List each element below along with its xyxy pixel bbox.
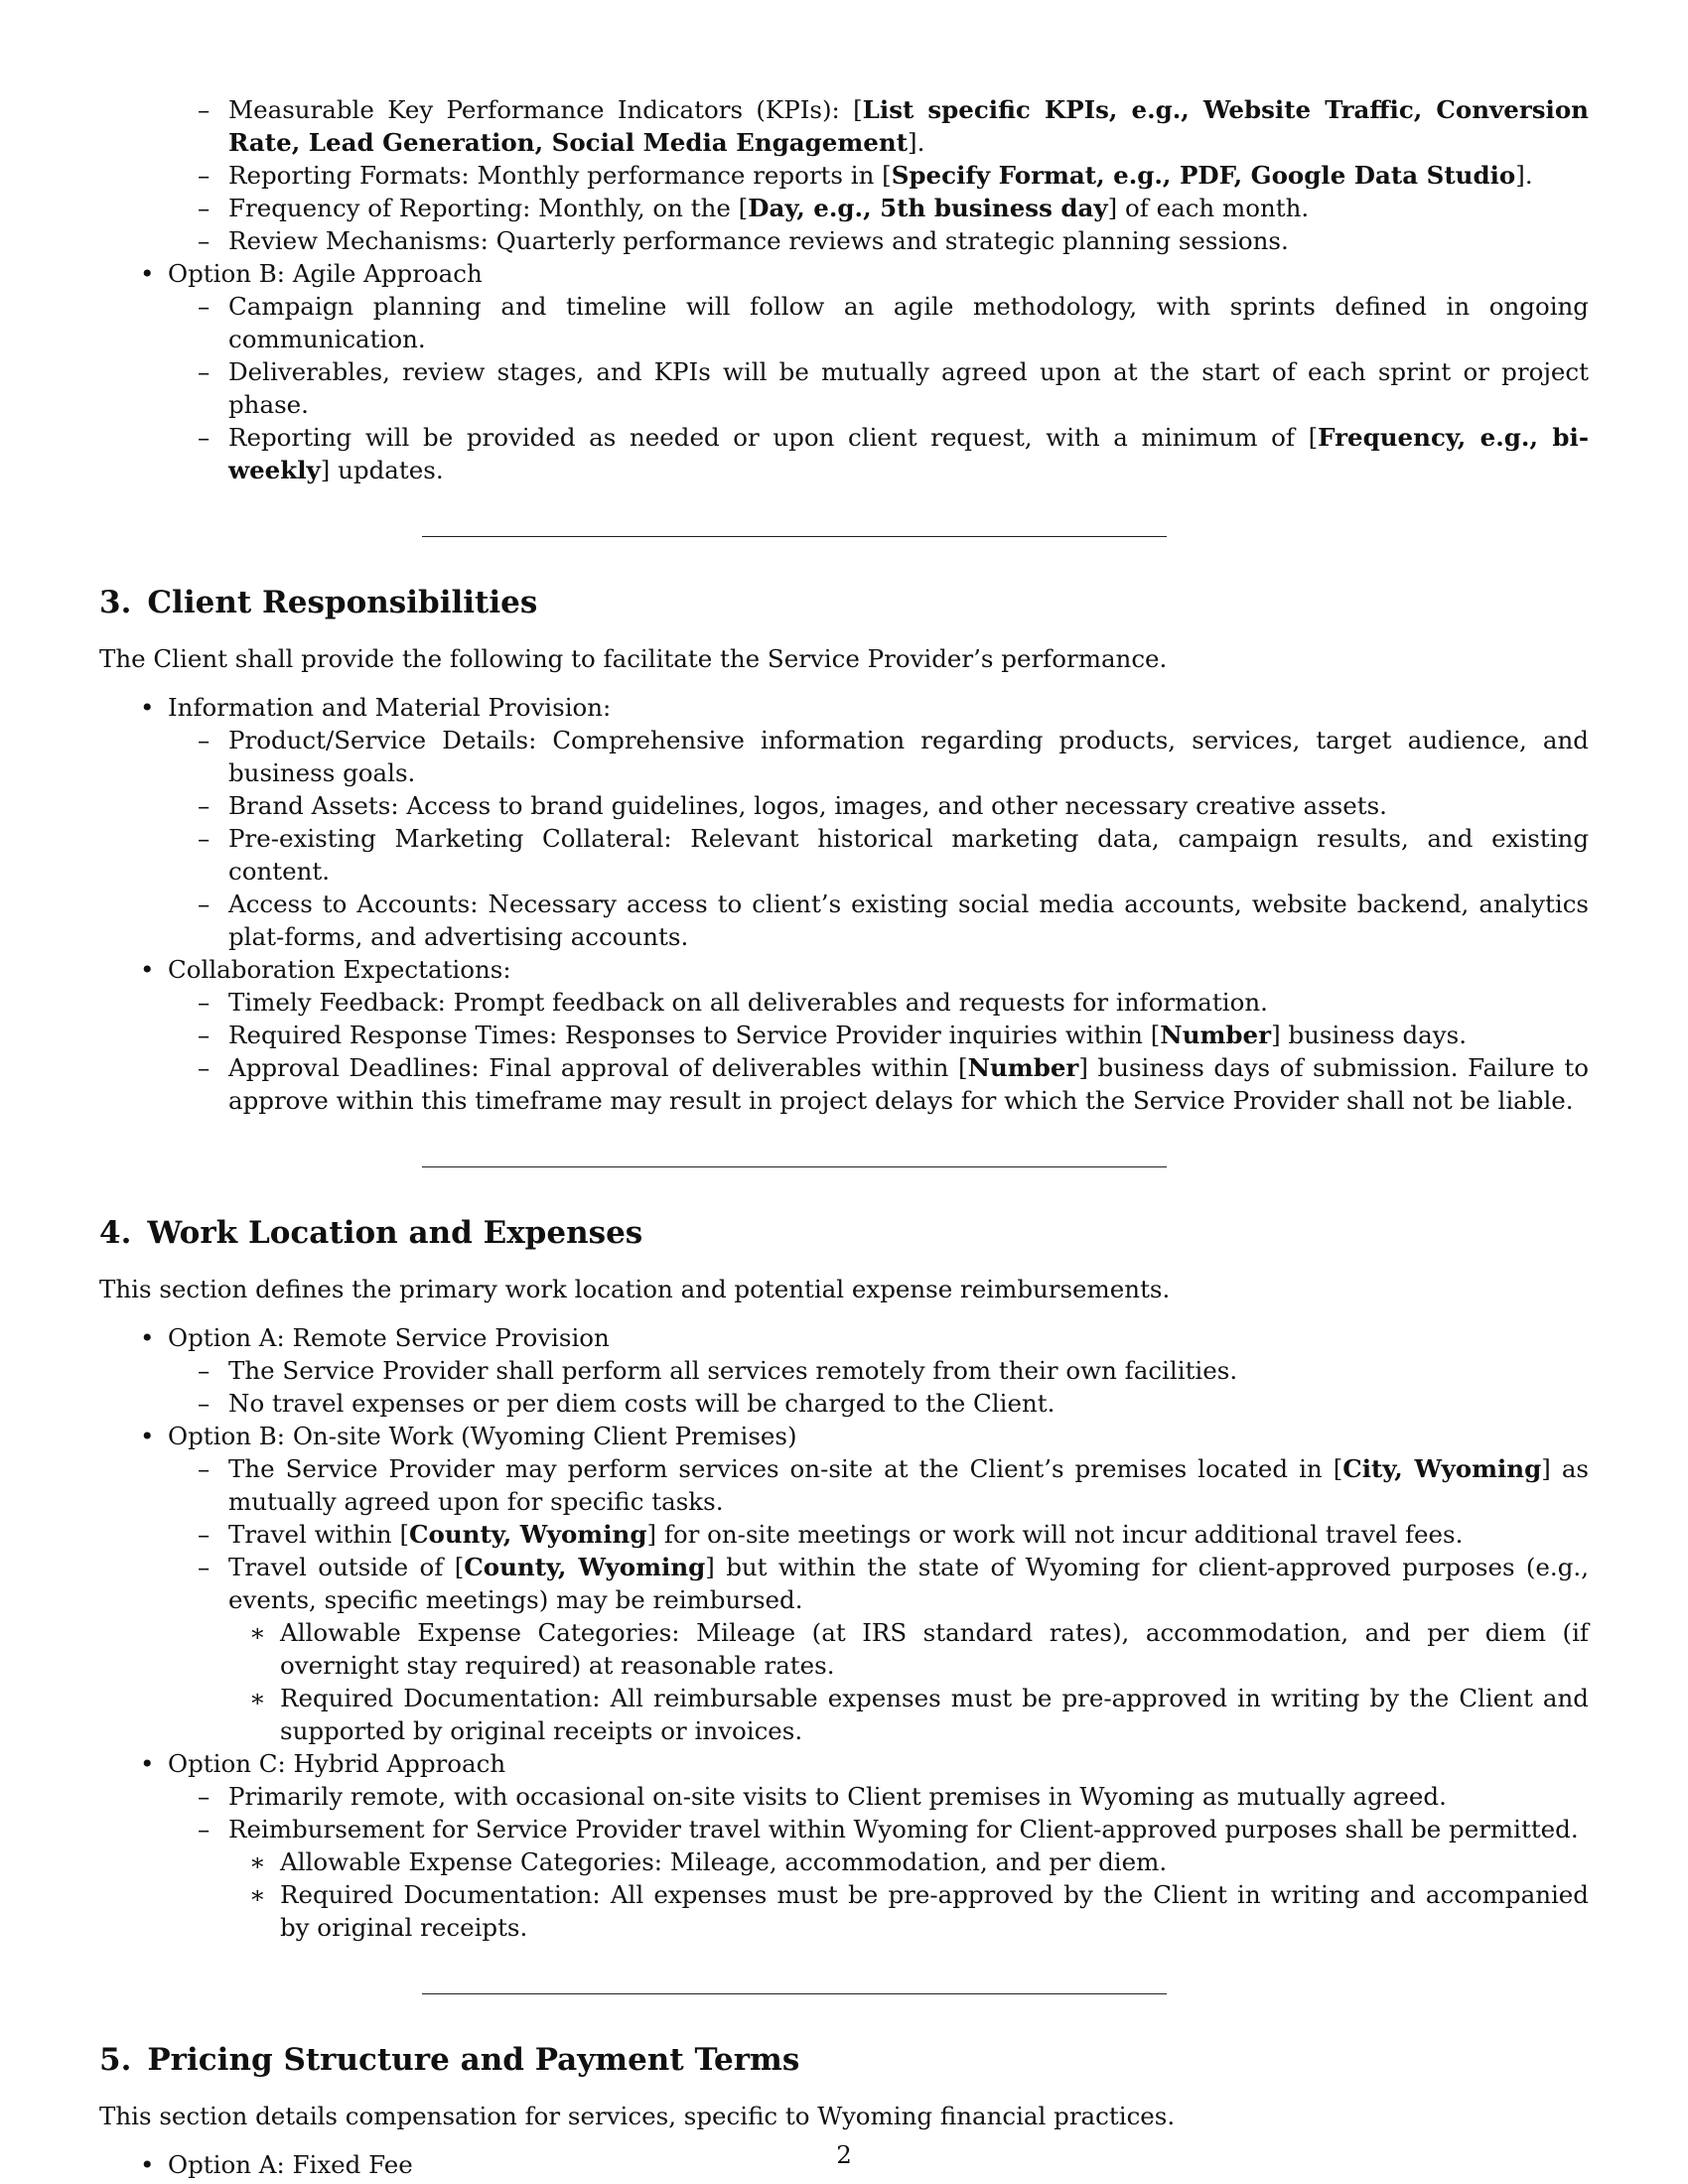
item-text: ] but within the state of Wyoming for client-approved purposes (e.g., events, specific meetings) may be reimbursed. — [228, 1553, 1589, 1614]
list-item — [168, 1051, 1589, 1117]
list-item — [168, 789, 1589, 822]
sub-list-item: ∗ Allowable Expense Categories: Mileage (at IRS standard rates), accommodation, and per diem (if overnight stay required) at reasonable rates. — [228, 1616, 1589, 1682]
item-text: ] of each month. — [1107, 194, 1310, 222]
item-text: ] updates. — [320, 456, 444, 484]
placeholder-text: Number — [967, 1053, 1079, 1082]
list-item — [168, 1551, 1589, 1747]
list-item — [168, 1813, 1589, 1944]
item-text: ] as mutually agreed upon for specific tasks. — [228, 1454, 1589, 1516]
item-text: The Service Provider shall perform all services remotely from their own facilities. — [228, 1356, 1238, 1385]
section-heading: 4. Work Location and Expenses — [99, 1215, 643, 1251]
item-text: Timely Feedback: Prompt feedback on all deliverables and requests for information. — [228, 988, 1268, 1017]
item-text: Brand Assets: Access to brand guidelines, logos, images, and other necessary creative assets. — [228, 791, 1387, 820]
item-text: Required Response Times: Responses to Service Provider inquiries within [ — [228, 1021, 1161, 1049]
section-divider — [422, 1993, 1167, 1994]
page-number: 2 — [836, 2140, 852, 2169]
placeholder-text: List specific KPIs, e.g., Website Traffic, Conversion Rate, Lead Generation, Social Media Engagement — [228, 95, 1589, 157]
option-a-continuation — [99, 93, 1589, 257]
item-text: Primarily remote, with occasional on-site visits to Client premises in Wyoming as mutually agreed. — [228, 1782, 1447, 1811]
option-b-onsite — [99, 1420, 1589, 1747]
list-item — [168, 290, 1589, 355]
list-item — [168, 421, 1589, 486]
option-label: Option C: Hybrid Approach — [168, 1749, 506, 1778]
sub-list-item: ∗ Allowable Expense Categories: Mileage, accommodation, and per diem. — [228, 1845, 1589, 1878]
item-text: Frequency of Reporting: Monthly, on the [ — [228, 194, 749, 222]
section-4-list — [99, 1321, 1589, 1944]
information-material-provision — [99, 691, 1589, 953]
item-text: Travel within [ — [228, 1520, 410, 1549]
item-text: Reporting will be provided as needed or upon client request, with a minimum of [ — [228, 423, 1319, 452]
item-text: Campaign planning and timeline will follow an agile methodology, with sprints defined in ongoing communication. — [228, 292, 1589, 353]
option-label: Collaboration Expectations: — [168, 955, 511, 984]
list-item — [168, 1387, 1589, 1420]
item-text: Approval Deadlines: Final approval of deliverables within [ — [228, 1053, 968, 1082]
option-label: Option B: On-site Work (Wyoming Client Premises) — [168, 1422, 797, 1450]
placeholder-text: City, Wyoming — [1342, 1454, 1542, 1483]
placeholder-text: County, Wyoming — [409, 1520, 647, 1549]
placeholder-text: Number — [1160, 1021, 1272, 1049]
item-text: Reporting Formats: Monthly performance reports in [ — [228, 161, 892, 190]
list-item — [168, 93, 1589, 159]
list-item — [168, 159, 1589, 192]
sub-list-item: ∗ Required Documentation: All reimbursable expenses must be pre-approved in writing by the Client and supported by original receipts or invoices. — [228, 1682, 1589, 1747]
section-intro: This section defines the primary work location and potential expense reimbursements. — [99, 1275, 1171, 1303]
option-label: Information and Material Provision: — [168, 693, 612, 722]
option-a-remote — [99, 1321, 1589, 1420]
section-divider — [422, 1166, 1167, 1167]
item-text: Measurable Key Performance Indicators (KPIs): [ — [228, 95, 863, 124]
option-c-hybrid — [99, 1747, 1589, 1944]
list-item — [168, 355, 1589, 421]
item-text: ]. — [908, 128, 925, 157]
collaboration-expectations — [99, 953, 1589, 1117]
option-b-agile — [99, 257, 1589, 486]
list-item — [168, 1354, 1589, 1387]
item-text: Travel outside of [ — [228, 1553, 465, 1581]
placeholder-text: Day, e.g., 5th business day — [748, 194, 1108, 222]
section-divider — [422, 536, 1167, 537]
list-item — [168, 724, 1589, 789]
list-item — [168, 1518, 1589, 1551]
list-item — [168, 1780, 1589, 1813]
item-text: ] business days. — [1271, 1021, 1467, 1049]
item-text: ] for on-site meetings or work will not incur additional travel fees. — [646, 1520, 1464, 1549]
item-text: The Service Provider may perform services on-site at the Client’s premises located in [ — [228, 1454, 1343, 1483]
item-text: Review Mechanisms: Quarterly performance reviews and strategic planning sessions. — [228, 226, 1289, 255]
section-heading: 3. Client Responsibilities — [99, 585, 538, 620]
option-label: Option A: Fixed Fee — [168, 2150, 413, 2179]
placeholder-text: Frequency, e.g., bi-weekly — [228, 423, 1589, 484]
list-item — [168, 1019, 1589, 1051]
placeholder-text: County, Wyoming — [464, 1553, 706, 1581]
list-item — [168, 887, 1589, 953]
section-2-list — [99, 93, 1589, 486]
item-text: Reimbursement for Service Provider travel within Wyoming for Client-approved purposes shall be permitted. — [228, 1815, 1579, 1843]
list-item — [168, 986, 1589, 1019]
placeholder-text: Specify Format, e.g., PDF, Google Data Studio — [891, 161, 1516, 190]
section-intro: This section details compensation for services, specific to Wyoming financial practices. — [99, 2102, 1176, 2130]
section-3-list — [99, 691, 1589, 1117]
item-text: Access to Accounts: Necessary access to client’s existing social media accounts, website backend, analytics plat-forms, and advertising accounts. — [228, 889, 1589, 951]
item-text: ]. — [1515, 161, 1533, 190]
option-label: Option B: Agile Approach — [168, 259, 483, 288]
item-text: Deliverables, review stages, and KPIs will be mutually agreed upon at the start of each sprint or project phase. — [228, 357, 1589, 419]
section-intro: The Client shall provide the following to facilitate the Service Provider’s performance. — [99, 644, 1168, 673]
item-text: ] business days of submission. Failure to approve within this timeframe may result in project delays for which the Service Provider shall not be liable. — [228, 1053, 1589, 1115]
section-heading: 5. Pricing Structure and Payment Terms — [99, 2042, 800, 2078]
document-page — [99, 93, 1589, 2181]
item-text: Product/Service Details: Comprehensive information regarding products, services, target audience, and business goals. — [228, 726, 1589, 787]
list-item — [168, 822, 1589, 887]
item-text: No travel expenses or per diem costs will be charged to the Client. — [228, 1389, 1055, 1418]
list-item — [168, 1452, 1589, 1518]
option-label: Option A: Remote Service Provision — [168, 1323, 610, 1352]
sub-list-item: ∗ Required Documentation: All expenses must be pre-approved by the Client in writing and accompanied by original receipts. — [228, 1878, 1589, 1944]
list-item — [168, 192, 1589, 224]
item-text: Pre-existing Marketing Collateral: Relevant historical marketing data, campaign results, and existing content. — [228, 824, 1589, 886]
list-item — [168, 224, 1589, 257]
